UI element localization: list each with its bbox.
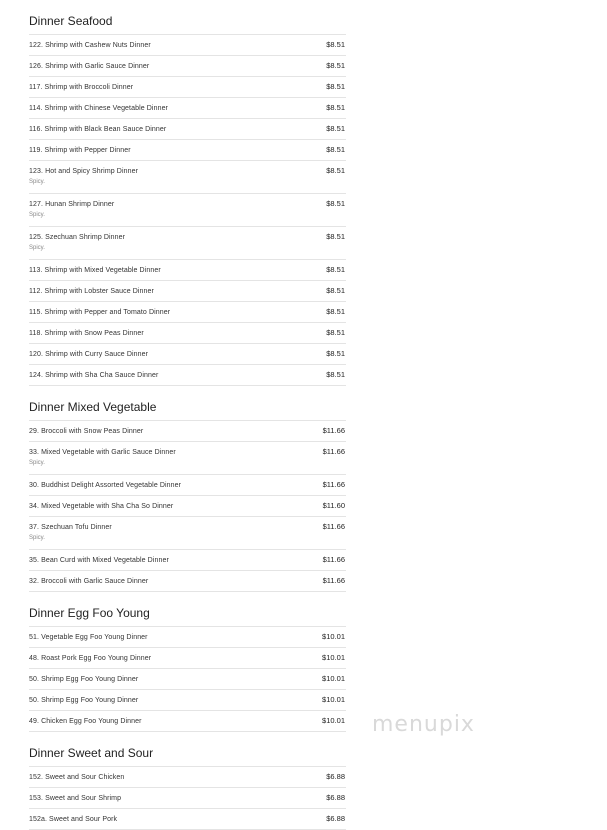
menu-item[interactable]	[29, 627, 346, 648]
item-price: $8.51	[326, 265, 345, 274]
item-price: $6.88	[326, 814, 345, 823]
item-price: $8.51	[326, 145, 345, 154]
menu-item[interactable]	[29, 344, 346, 365]
item-price: $8.51	[326, 370, 345, 379]
item-price: $6.88	[326, 772, 345, 781]
item-price: $8.51	[326, 349, 345, 358]
item-name: 125. Szechuan Shrimp Dinner	[29, 234, 126, 241]
item-name: 35. Bean Curd with Mixed Vegetable Dinner	[29, 557, 169, 564]
menu-item[interactable]	[29, 35, 346, 56]
item-price: $10.01	[322, 653, 345, 662]
menu-item[interactable]	[29, 365, 346, 386]
menu-section	[29, 732, 346, 830]
item-name: 113. Shrimp with Mixed Vegetable Dinner	[29, 267, 161, 274]
item-name: 118. Shrimp with Snow Peas Dinner	[29, 330, 144, 337]
item-name: 119. Shrimp with Pepper Dinner	[29, 147, 131, 154]
item-price: $8.51	[326, 199, 345, 208]
section-spacer	[29, 732, 346, 740]
item-note: Spicy.	[29, 535, 45, 541]
item-note: Spicy.	[29, 245, 45, 251]
item-name: 120. Shrimp with Curry Sauce Dinner	[29, 351, 149, 358]
menu-item[interactable]	[29, 517, 346, 550]
menu-item[interactable]	[29, 496, 346, 517]
menu-item[interactable]	[29, 323, 346, 344]
item-name: 127. Hunan Shrimp Dinner	[29, 201, 115, 208]
item-name: 50. Shrimp Egg Foo Young Dinner	[29, 697, 139, 704]
item-name: 123. Hot and Spicy Shrimp Dinner	[29, 168, 139, 175]
menu-item[interactable]	[29, 571, 346, 592]
item-price: $11.66	[322, 447, 345, 456]
menu-item[interactable]	[29, 421, 346, 442]
item-price: $8.51	[326, 328, 345, 337]
item-price: $8.51	[326, 40, 345, 49]
item-name: 115. Shrimp with Pepper and Tomato Dinner	[29, 309, 171, 316]
item-price: $6.88	[326, 793, 345, 802]
item-name: 37. Szechuan Tofu Dinner	[29, 524, 112, 531]
section-spacer	[29, 592, 346, 600]
item-price: $10.01	[322, 632, 345, 641]
item-price: $11.66	[322, 480, 345, 489]
item-name: 30. Buddhist Delight Assorted Vegetable Dinner	[29, 482, 182, 489]
menupix-watermark: menupix	[372, 712, 475, 737]
menu-item[interactable]	[29, 711, 346, 732]
item-price: $10.01	[322, 695, 345, 704]
menu-item[interactable]	[29, 260, 346, 281]
item-name: 114. Shrimp with Chinese Vegetable Dinner	[29, 105, 168, 112]
section-title: Dinner Seafood	[29, 8, 346, 35]
item-price: $8.51	[326, 61, 345, 70]
menu-item[interactable]	[29, 767, 346, 788]
item-name: 152a. Sweet and Sour Pork	[29, 816, 118, 823]
item-note: Spicy.	[29, 212, 45, 218]
menu-section	[29, 386, 346, 592]
item-price: $8.51	[326, 103, 345, 112]
menu-item[interactable]	[29, 56, 346, 77]
item-name: 51. Vegetable Egg Foo Young Dinner	[29, 634, 148, 641]
item-name: 117. Shrimp with Broccoli Dinner	[29, 84, 134, 91]
menu-item[interactable]	[29, 281, 346, 302]
item-name: 153. Sweet and Sour Shrimp	[29, 795, 122, 802]
item-price: $8.51	[326, 166, 345, 175]
menu-section	[29, 592, 346, 732]
menu-item[interactable]	[29, 442, 346, 475]
item-price: $8.51	[326, 286, 345, 295]
item-name: 116. Shrimp with Black Bean Sauce Dinner	[29, 126, 167, 133]
menu-item[interactable]	[29, 302, 346, 323]
item-note: Spicy.	[29, 460, 45, 466]
item-price: $8.51	[326, 124, 345, 133]
item-name: 122. Shrimp with Cashew Nuts Dinner	[29, 42, 151, 49]
section-title: Dinner Sweet and Sour	[29, 740, 346, 767]
menu-item[interactable]	[29, 669, 346, 690]
item-name: 124. Shrimp with Sha Cha Sauce Dinner	[29, 372, 159, 379]
menu-item[interactable]	[29, 648, 346, 669]
item-price: $11.66	[322, 522, 345, 531]
item-name: 126. Shrimp with Garlic Sauce Dinner	[29, 63, 150, 70]
item-name: 33. Mixed Vegetable with Garlic Sauce Dinner	[29, 449, 176, 456]
menu-item[interactable]	[29, 194, 346, 227]
section-title: Dinner Mixed Vegetable	[29, 394, 346, 421]
item-price: $8.51	[326, 82, 345, 91]
item-name: 112. Shrimp with Lobster Sauce Dinner	[29, 288, 154, 295]
item-name: 50. Shrimp Egg Foo Young Dinner	[29, 676, 139, 683]
item-name: 34. Mixed Vegetable with Sha Cha So Dinner	[29, 503, 174, 510]
item-note: Spicy.	[29, 179, 45, 185]
menu-item[interactable]	[29, 119, 346, 140]
menu-item[interactable]	[29, 690, 346, 711]
item-price: $8.51	[326, 232, 345, 241]
item-price: $10.01	[322, 674, 345, 683]
item-price: $11.60	[322, 501, 345, 510]
menu-item[interactable]	[29, 550, 346, 571]
menu-item[interactable]	[29, 809, 346, 830]
menu-item[interactable]	[29, 98, 346, 119]
menu-item[interactable]	[29, 140, 346, 161]
item-name: 49. Chicken Egg Foo Young Dinner	[29, 718, 142, 725]
menu-list	[29, 8, 346, 830]
menu-item[interactable]	[29, 161, 346, 194]
item-price: $11.66	[322, 576, 345, 585]
menu-item[interactable]	[29, 475, 346, 496]
section-title: Dinner Egg Foo Young	[29, 600, 346, 627]
menu-section	[29, 8, 346, 386]
item-name: 48. Roast Pork Egg Foo Young Dinner	[29, 655, 152, 662]
item-price: $10.01	[322, 716, 345, 725]
item-price: $11.66	[322, 555, 345, 564]
menu-item[interactable]	[29, 227, 346, 260]
menu-item[interactable]	[29, 77, 346, 98]
item-price: $8.51	[326, 307, 345, 316]
section-spacer	[29, 386, 346, 394]
item-name: 152. Sweet and Sour Chicken	[29, 774, 125, 781]
item-name: 29. Broccoli with Snow Peas Dinner	[29, 428, 144, 435]
item-name: 32. Broccoli with Garlic Sauce Dinner	[29, 578, 149, 585]
menu-item[interactable]	[29, 788, 346, 809]
item-price: $11.66	[322, 426, 345, 435]
